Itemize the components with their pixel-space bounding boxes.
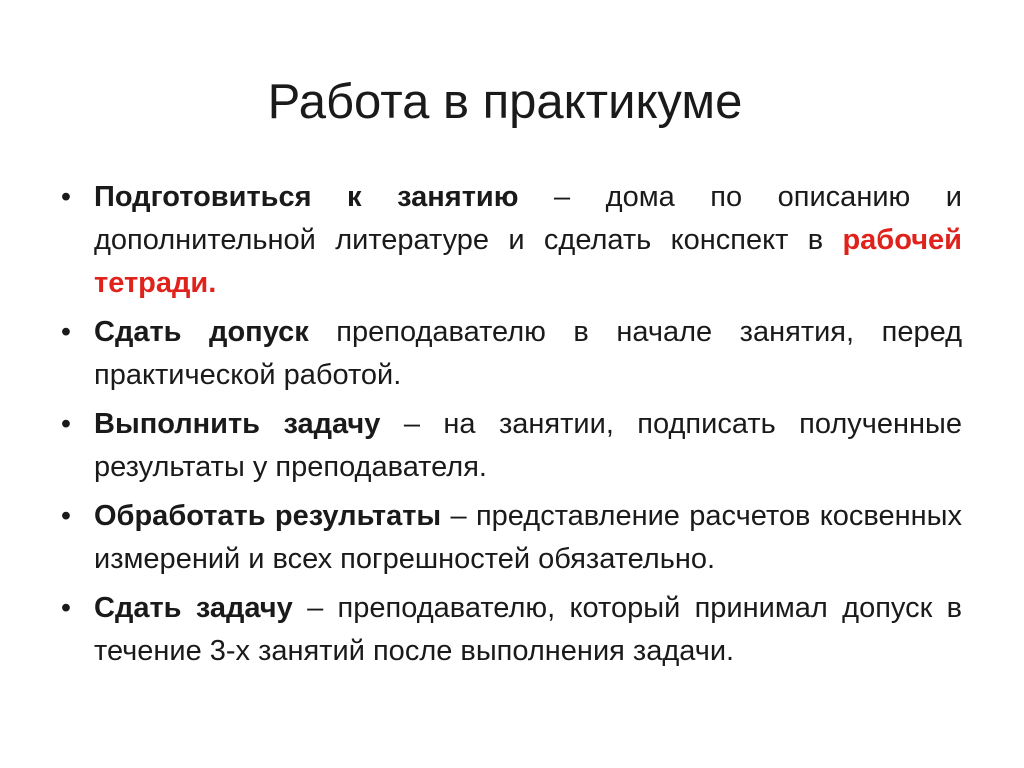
bullet-list: [56, 176, 962, 679]
item-term: Выполнить задачу: [94, 408, 381, 440]
item-text: – преподавателю, который принимал допуск в течение 3-х занятий после выполнения задачи.: [94, 592, 962, 667]
item-term: Обработать результаты: [94, 500, 442, 532]
bullet-icon: •: [60, 592, 72, 624]
bullet-icon: •: [60, 316, 72, 348]
list-item: [56, 176, 962, 305]
item-accent-text: рабочей тетради.: [94, 224, 962, 299]
item-text: преподавателю в начале занятия, перед практической работой.: [94, 316, 962, 391]
list-item: [56, 311, 962, 397]
bullet-icon: •: [60, 408, 72, 440]
list-item: [56, 403, 962, 489]
slide-title: Работа в практикуме: [267, 75, 743, 129]
item-text: – представление расчетов косвенных измерений и всех погрешностей обязательно.: [94, 500, 962, 575]
item-term: Сдать задачу: [94, 592, 293, 624]
item-text: – на занятии, подписать полученные результаты у преподавателя.: [94, 408, 963, 483]
item-term: Сдать допуск: [94, 316, 309, 348]
item-term: Подготовиться к занятию: [94, 181, 519, 213]
item-text: – дома по описанию и дополнительной литературе и сделать конспект в: [94, 181, 962, 256]
bullet-icon: •: [60, 500, 72, 532]
bullet-icon: •: [60, 181, 72, 213]
list-item: [56, 587, 962, 673]
list-item: [56, 495, 962, 581]
